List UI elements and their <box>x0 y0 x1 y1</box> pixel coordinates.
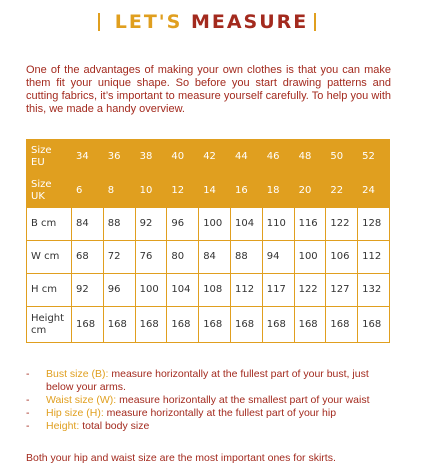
table-cell: 112 <box>230 274 262 307</box>
row-label: Height cm <box>27 307 72 343</box>
footer-note: Both your hip and waist size are the most important ones for skirts. <box>26 452 336 464</box>
table-cell: 20 <box>294 174 326 208</box>
table-cell: 168 <box>230 307 262 343</box>
table-cell: 96 <box>167 208 199 241</box>
table-cell: 38 <box>135 140 167 174</box>
table-row-bust <box>27 208 390 241</box>
table-cell: 128 <box>358 208 390 241</box>
table-cell: 14 <box>199 174 231 208</box>
table-cell: 84 <box>199 241 231 274</box>
page-title-part2: MEASURE <box>190 11 309 33</box>
row-label: H cm <box>27 274 72 307</box>
note-text: total body size <box>79 420 150 432</box>
table-cell: 34 <box>72 140 104 174</box>
table-row-size-uk <box>27 174 390 208</box>
list-item <box>26 394 396 407</box>
table-row-height <box>27 307 390 343</box>
table-cell: 168 <box>72 307 104 343</box>
table-cell: 168 <box>167 307 199 343</box>
table-cell: 117 <box>262 274 294 307</box>
table-cell: 18 <box>262 174 294 208</box>
note-key: Height: <box>46 420 80 432</box>
table-cell: 52 <box>358 140 390 174</box>
table-cell: 112 <box>358 241 390 274</box>
note-key: Hip size (H): <box>46 407 104 419</box>
table-cell: 100 <box>199 208 231 241</box>
table-cell: 116 <box>294 208 326 241</box>
table-cell: 104 <box>167 274 199 307</box>
table-cell: 104 <box>230 208 262 241</box>
table-cell: 168 <box>294 307 326 343</box>
table-cell: 42 <box>199 140 231 174</box>
page-header <box>0 10 423 36</box>
table-cell: 94 <box>262 241 294 274</box>
measurement-notes <box>26 368 396 433</box>
table-cell: 44 <box>230 140 262 174</box>
table-cell: 88 <box>230 241 262 274</box>
title-divider-right <box>314 13 316 31</box>
table-cell: 50 <box>326 140 358 174</box>
table-cell: 168 <box>135 307 167 343</box>
table-row-size-eu <box>27 140 390 174</box>
table-cell: 6 <box>72 174 104 208</box>
table-cell: 40 <box>167 140 199 174</box>
note-key: Waist size (W): <box>46 394 117 406</box>
table-cell: 76 <box>135 241 167 274</box>
table-row-hip <box>27 274 390 307</box>
row-label: Size UK <box>27 174 72 208</box>
table-cell: 168 <box>103 307 135 343</box>
note-key: Bust size (B): <box>46 368 109 380</box>
table-cell: 16 <box>230 174 262 208</box>
row-label: Size EU <box>27 140 72 174</box>
table-cell: 22 <box>326 174 358 208</box>
list-item <box>26 407 396 420</box>
intro-paragraph: One of the advantages of making your own clothes is that you can make them fit your unique shape. So before you start drawing patterns and cutting fabrics, it’s important to measure yourself carefully. To help you with this, we made a handy overview. <box>26 64 391 115</box>
table-cell: 168 <box>199 307 231 343</box>
table-cell: 24 <box>358 174 390 208</box>
note-text: measure horizontally at the fullest part of your bust, just below your arms. <box>46 368 369 393</box>
table-cell: 96 <box>103 274 135 307</box>
table-cell: 127 <box>326 274 358 307</box>
page-title-part1: LET'S <box>114 11 183 33</box>
table-cell: 88 <box>103 208 135 241</box>
table-cell: 10 <box>135 174 167 208</box>
note-text: measure horizontally at the smallest part of your waist <box>116 394 370 406</box>
table-cell: 72 <box>103 241 135 274</box>
table-cell: 168 <box>326 307 358 343</box>
table-row-waist <box>27 241 390 274</box>
table-cell: 132 <box>358 274 390 307</box>
table-cell: 92 <box>72 274 104 307</box>
size-table <box>26 139 390 343</box>
table-cell: 8 <box>103 174 135 208</box>
table-cell: 46 <box>262 140 294 174</box>
page-title <box>0 10 423 34</box>
row-label: W cm <box>27 241 72 274</box>
note-text: measure horizontally at the fullest part of your hip <box>103 407 337 419</box>
list-item <box>26 368 396 394</box>
list-item <box>26 420 396 433</box>
table-cell: 122 <box>294 274 326 307</box>
table-cell: 168 <box>358 307 390 343</box>
table-cell: 108 <box>199 274 231 307</box>
table-cell: 100 <box>294 241 326 274</box>
table-cell: 110 <box>262 208 294 241</box>
table-cell: 168 <box>262 307 294 343</box>
table-cell: 106 <box>326 241 358 274</box>
table-cell: 80 <box>167 241 199 274</box>
table-cell: 92 <box>135 208 167 241</box>
table-cell: 36 <box>103 140 135 174</box>
table-cell: 122 <box>326 208 358 241</box>
table-cell: 84 <box>72 208 104 241</box>
row-label: B cm <box>27 208 72 241</box>
table-cell: 100 <box>135 274 167 307</box>
table-cell: 12 <box>167 174 199 208</box>
table-cell: 48 <box>294 140 326 174</box>
table-cell: 68 <box>72 241 104 274</box>
